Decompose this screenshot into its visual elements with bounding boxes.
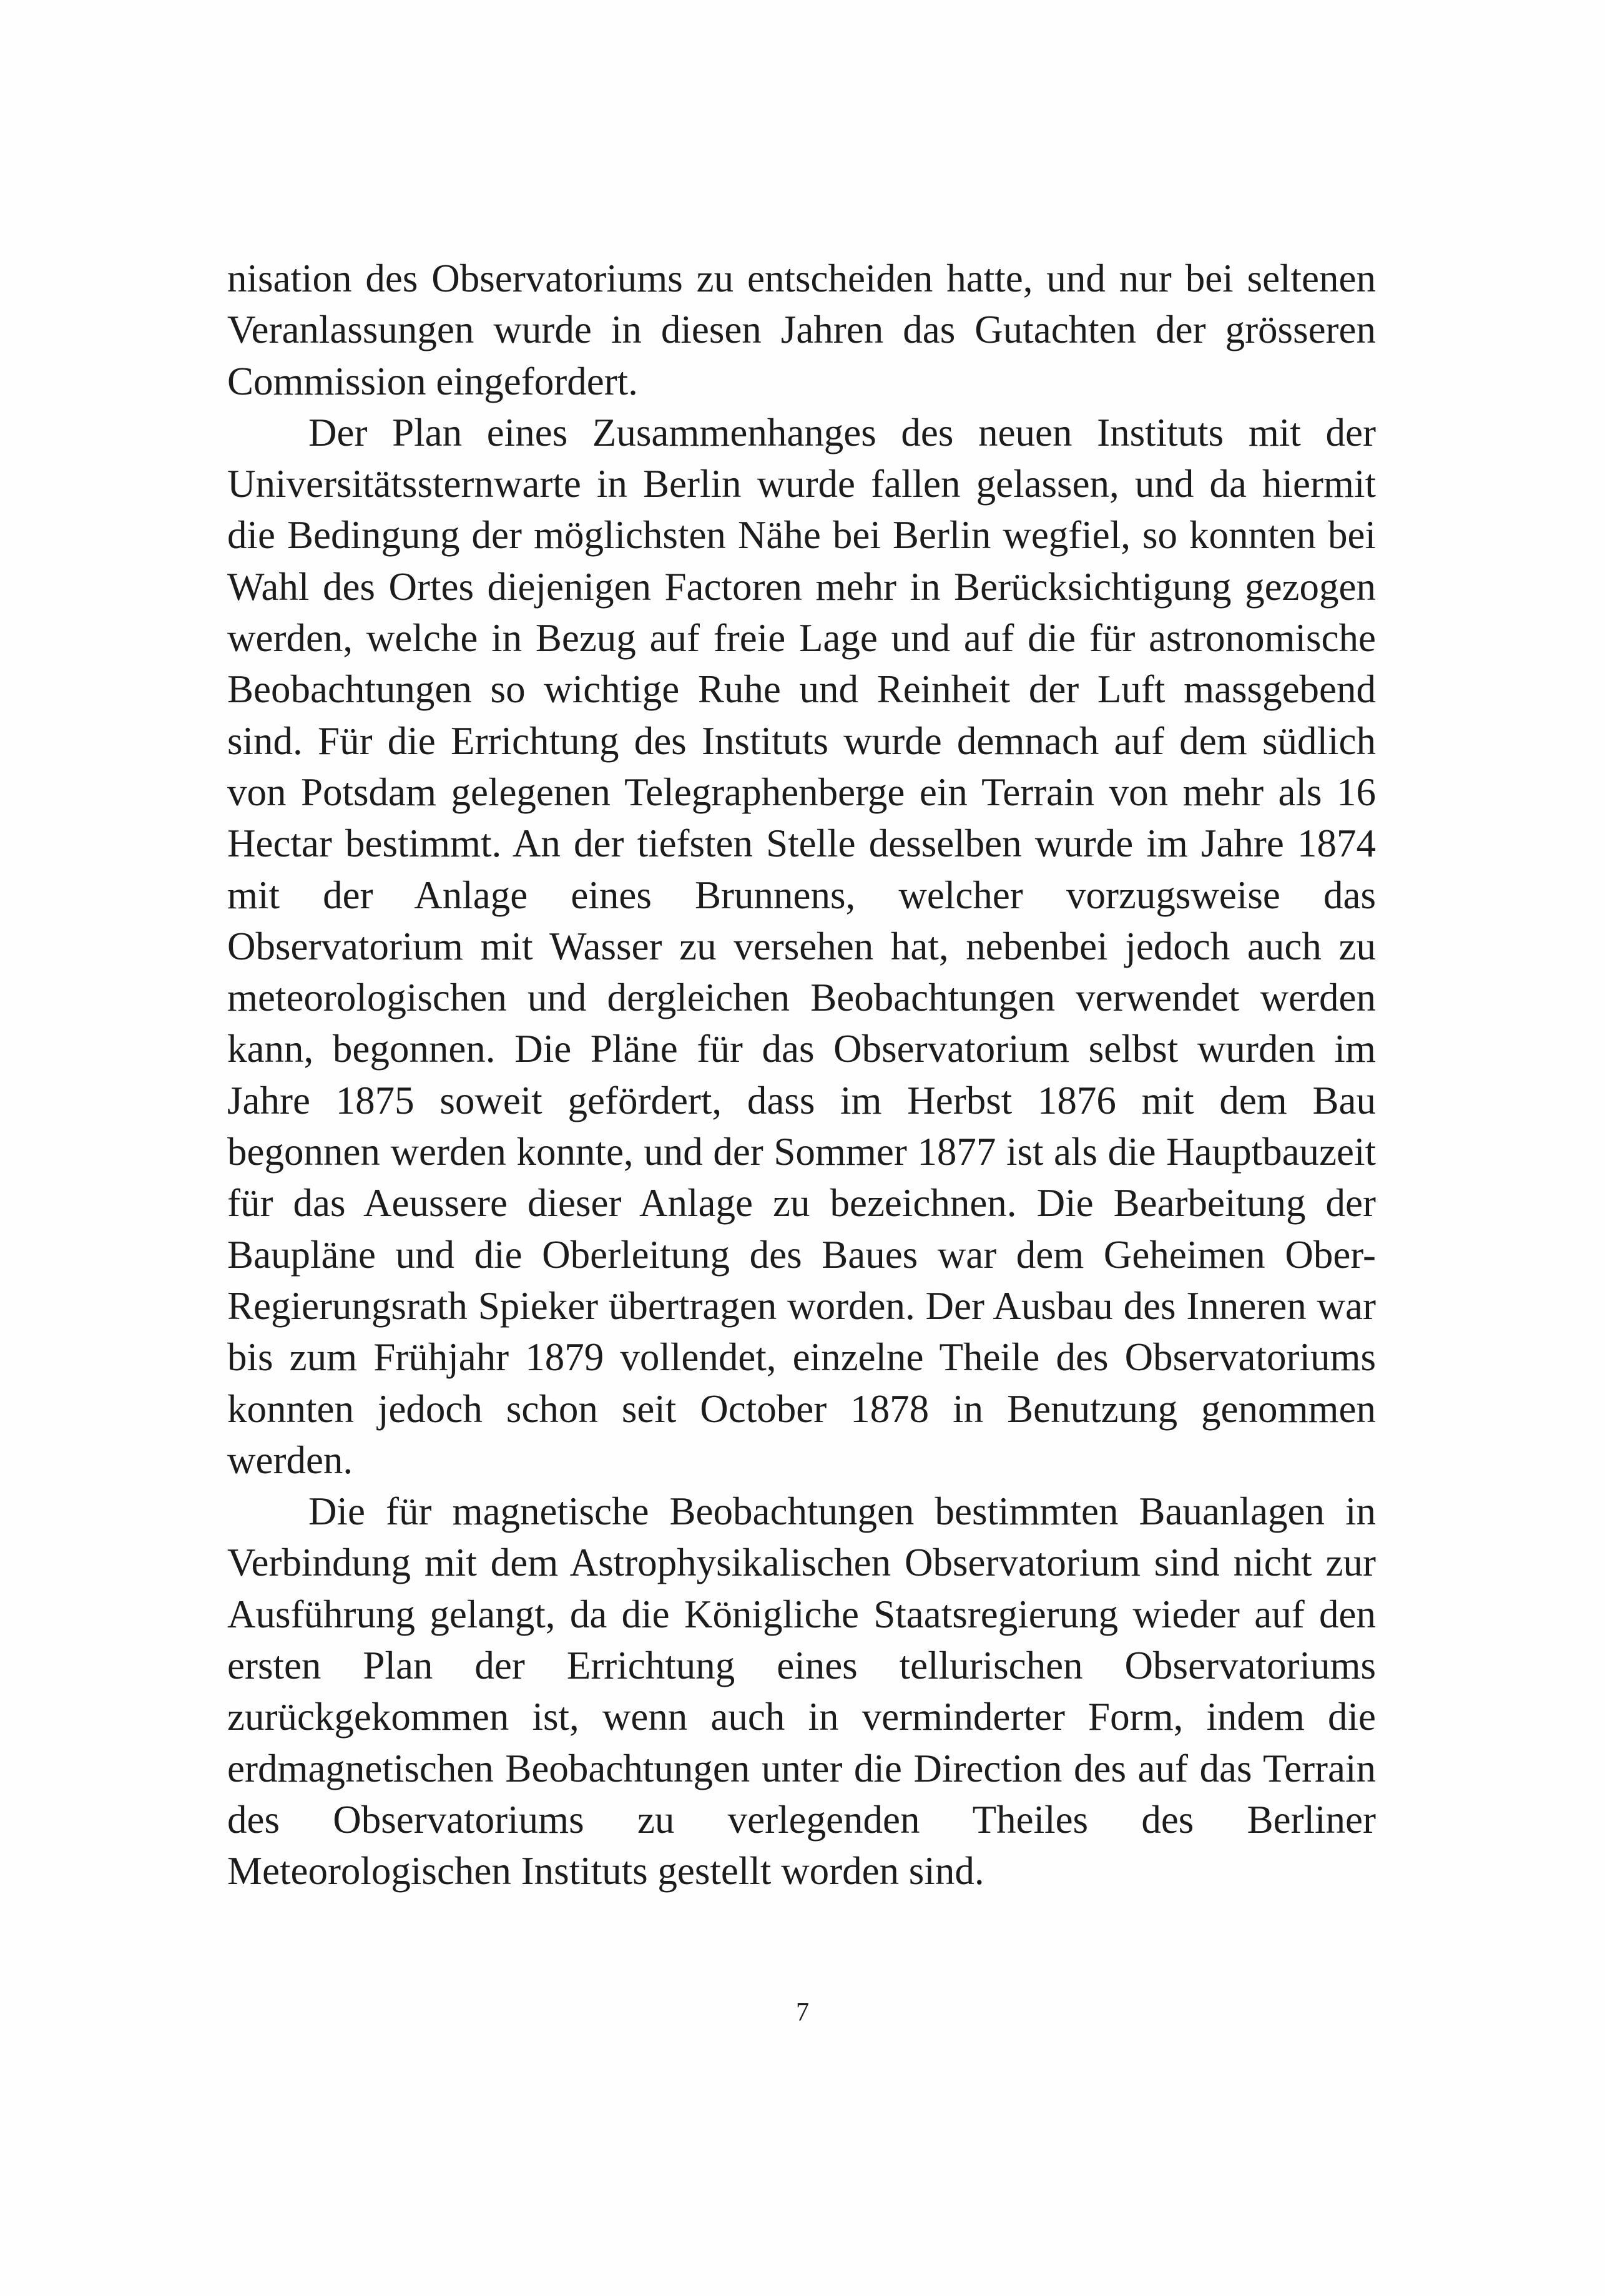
page-number: 7 — [796, 1998, 809, 2027]
body-text — [227, 253, 1376, 1897]
paragraph-2: Der Plan eines Zusammenhanges des neuen Instituts mit der Universitätssternwarte in Berlin wurde fallen gelassen, und da hiermit die Bedingung der möglichsten Nähe bei Berlin wegfiel, so konnten bei Wahl des Ortes diejenigen Factoren mehr in Berücksichtigung gezogen werden, welche in Bezug auf freie Lage und auf die für astronomische Beobachtungen so wichtige Ruhe und Reinheit der Luft massgebend sind. Für die Errichtung des Instituts wurde demnach auf dem südlich von Potsdam gelegenen Telegraphenberge ein Terrain von mehr als 16 Hectar bestimmt. An der tiefsten Stelle desselben wurde im Jahre 1874 mit der Anlage eines Brunnens, welcher vorzugsweise das Observatorium mit Wasser zu versehen hat, nebenbei jedoch auch zu meteorologischen und dergleichen Beobachtungen verwendet werden kann, begonnen. Die Pläne für das Observatorium selbst wurden im Jahre 1875 soweit gefördert, dass im Herbst 1876 mit dem Bau begonnen werden konnte, und der Sommer 1877 ist als die Hauptbauzeit für das Aeussere dieser Anlage zu bezeichnen. Die Bearbeitung der Baupläne und die Oberleitung des Baues war dem Geheimen Ober-Regierungsrath Spieker übertragen worden. Der Ausbau des Inneren war bis zum Frühjahr 1879 vollendet, einzelne Theile des Observatoriums konnten jedoch schon seit October 1878 in Benutzung genommen werden. — [227, 410, 1376, 1482]
paragraph-3: Die für magnetische Beobachtungen bestimmten Bauanlagen in Verbindung mit dem Astrophysikalischen Observatorium sind nicht zur Ausführung gelangt, da die Königliche Staatsregierung wieder auf den ersten Plan der Errichtung eines tellurischen Observatoriums zurückgekommen ist, wenn auch in verminderter Form, indem die erdmagnetischen Beobachtungen unter die Direction des auf das Terrain des Observatoriums zu verlegenden Theiles des Berliner Meteorologischen Instituts gestellt worden sind. — [227, 1489, 1376, 1893]
paragraph-1: nisation des Observatoriums zu entscheiden hatte, und nur bei seltenen Veranlassungen wurde in diesen Jahren das Gutachten der grösseren Commission eingefordert. — [227, 257, 1376, 403]
